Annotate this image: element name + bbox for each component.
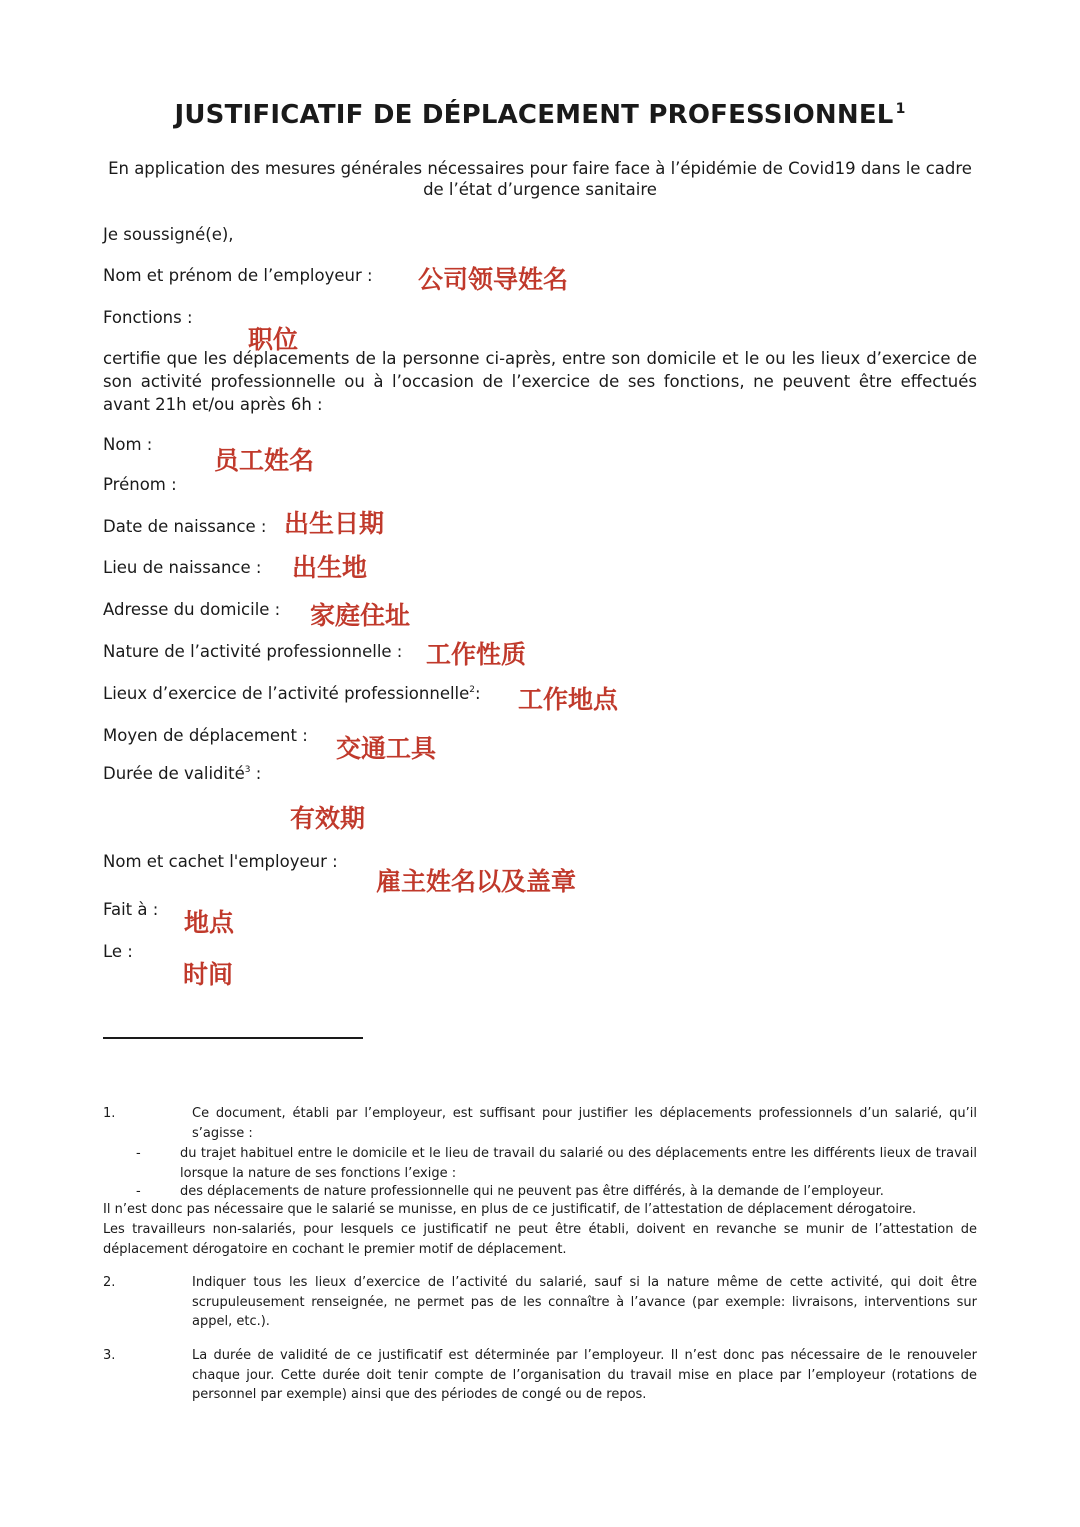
footnote-1-bullet-marker: - [136,1146,141,1161]
validity-footnote-ref: 3 [244,765,251,775]
footnote-2-number: 2. [103,1275,116,1290]
date-annotation: 时间 [183,960,234,989]
made-at-annotation: 地点 [184,908,235,937]
validity-annotation: 有效期 [290,804,366,833]
employer-stamp-label: Nom et cachet l'employeur : [103,852,338,871]
first-name-label: Prénom : [103,475,177,494]
employer-name-label: Nom et prénom de l’employeur : [103,266,373,285]
activity-places-label-suffix: : [475,684,481,703]
document-title-text: JUSTIFICATIF DE DÉPLACEMENT PROFESSIONNEL [174,100,894,130]
certify-paragraph: certifie que les déplacements de la personne ci-après, entre son domicile et le ou les lieux d’exercice de son activité professionnelle ou à l’occasion de l’exercice de ses fonctions, ne peuvent être effectués avant 21h et/ou après 6h : [103,349,977,414]
home-address-annotation: 家庭住址 [310,601,411,630]
functions-label: Fonctions : [103,308,193,327]
footnote-1-note-b: Les travailleurs non-salariés, pour lesquels ce justificatif ne peut être établi, doivent en revanche se munir de l’attestation de déplacement dérogatoire en cochant le premier motif de déplacement. [103,1222,977,1257]
activity-places-annotation: 工作地点 [518,685,619,714]
employer-stamp-annotation: 雇主姓名以及盖章 [376,867,577,896]
footnote-1-bullet-marker: - [136,1184,141,1199]
activity-places-label [103,684,481,703]
footnote-1-bullet: du trajet habituel entre le domicile et le lieu de travail du salarié ou des déplacements entre les différents lieux de travail lorsque la nature de ses fonctions l’exige : [180,1146,977,1181]
title-footnote-ref: 1 [895,101,906,117]
birth-place-label: Lieu de naissance : [103,558,262,577]
signature-line [103,1037,363,1039]
transport-label: Moyen de déplacement : [103,726,308,745]
activity-nature-label: Nature de l’activité professionnelle : [103,642,403,661]
date-label: Le : [103,942,133,961]
functions-annotation: 职位 [248,325,299,354]
last-name-annotation: 员工姓名 [214,446,315,475]
last-name-label: Nom : [103,435,153,454]
employer-name-annotation: 公司领导姓名 [418,265,569,294]
footnote-2-text: Indiquer tous les lieux d’exercice de l’activité du salarié, sauf si la nature même de cette activité, qui doit être scrupuleusement renseignée, ne permet pas de les connaître à l’avance (par exemple: livraisons, interventions sur appel, etc.). [192,1275,977,1329]
activity-places-footnote-ref: 2 [469,685,476,695]
made-at-label: Fait à : [103,900,159,919]
birth-date-label: Date de naissance : [103,517,267,536]
footnote-1-bullet: des déplacements de nature professionnelle qui ne peuvent pas être différés, à la demande de l’employeur. [180,1184,884,1199]
footnote-1-text: Ce document, établi par l’employeur, est suffisant pour justifier les déplacements professionnels d’un salarié, qu’il s’agisse : [192,1106,977,1141]
footnote-1-number: 1. [103,1106,116,1121]
birth-date-annotation: 出生日期 [284,509,385,538]
home-address-label: Adresse du domicile : [103,600,281,619]
footnote-1-note-a: Il n’est donc pas nécessaire que le salarié se munisse, en plus de ce justificatif, de l’attestation de déplacement dérogatoire. [103,1202,917,1217]
document-title [0,100,1080,130]
validity-label [103,764,261,783]
intro-text: Je soussigné(e), [103,225,234,244]
validity-label-text: Durée de validité [103,764,245,783]
document-subtitle: En application des mesures générales nécessaires pour faire face à l’épidémie de Covid19 dans le cadre de l’état d’urgence sanitaire [108,159,972,199]
footnote-3-text: La durée de validité de ce justificatif est déterminée par l’employeur. Il n’est donc pas nécessaire de le renouveler chaque jour. Cette durée doit tenir compte de l’organisation du travail mise en place par l’employeur (rotations de personnel par exemple) ainsi que des périodes de congé ou de repos. [192,1348,977,1402]
footnote-3-number: 3. [103,1348,116,1363]
activity-places-label-text: Lieux d’exercice de l’activité professionnelle [103,684,470,703]
activity-nature-annotation: 工作性质 [426,640,527,669]
validity-label-suffix: : [250,764,262,783]
transport-annotation: 交通工具 [336,734,437,763]
birth-place-annotation: 出生地 [292,553,368,582]
